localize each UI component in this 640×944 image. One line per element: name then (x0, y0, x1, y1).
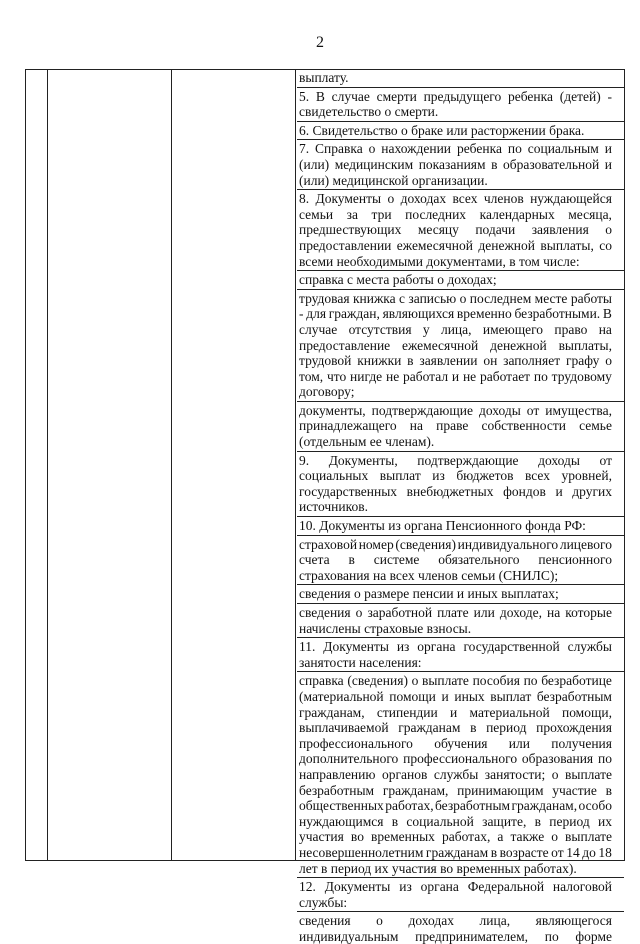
text-line: договору; (299, 384, 355, 400)
text-line: документы, подтверждающие доходы от имущества, (299, 402, 612, 418)
text-line: общественных работах, безработным гражданам, особо (299, 798, 612, 814)
text-line: (или) медицинским показаниям в образовательной и (299, 156, 612, 172)
text-line: социальных выплат из бюджетов всех уровней, (299, 468, 612, 484)
text-line: участия во временных работах, а также о выплате (299, 829, 612, 845)
paragraph (299, 639, 612, 670)
document-table (25, 69, 625, 944)
text-line: начислены страховые взносы. (299, 620, 472, 636)
paragraph (299, 70, 612, 86)
text-line: 10. Документы из органа Пенсионного фонда РФ: (299, 518, 586, 534)
row-separator (297, 637, 624, 638)
paragraph (299, 403, 612, 450)
text-line: выплачиваемой гражданам в период прохождения (299, 720, 612, 736)
text-line: предшествующих месяцу подачи заявления о (299, 222, 612, 238)
text-line: случае отсутствия у лица, имеющего право на (299, 321, 612, 337)
text-line: свидетельство о смерти. (299, 104, 439, 120)
text-line: всеми необходимыми документами, в том числе: (299, 253, 580, 269)
text-line: справка (сведения) о выплате пособия по безработице (299, 673, 612, 689)
text-line: том, что нигде не работал и не работает по трудовому (299, 368, 612, 384)
text-line: занятости населения: (299, 654, 422, 670)
row-separator (297, 401, 624, 402)
row-separator (297, 911, 624, 912)
text-line: (отдельным ее членам). (299, 434, 435, 450)
paragraph (299, 586, 612, 602)
text-line: службы: (299, 894, 348, 910)
row-separator (297, 877, 624, 878)
text-line: трудовой книжки в заявлении он заполняет графу о (299, 353, 612, 369)
row-separator (297, 289, 624, 290)
text-line: 8. Документы о доходах всех членов нуждающейся (299, 191, 612, 207)
row-separator (297, 584, 624, 585)
column-divider-1 (47, 70, 48, 860)
text-line: семьи за три последних календарных месяца, (299, 206, 612, 222)
text-line: направлению органов службы занятости; о выплате (299, 766, 612, 782)
text-line: 7. Справка о нахождении ребенка по социальным и (299, 141, 612, 157)
paragraph (299, 141, 612, 188)
text-line: выплату. (299, 70, 349, 85)
text-line: профессионального обучения или получения (299, 735, 612, 751)
text-line: несовершеннолетним гражданам в возрасте от 14 до 18 (299, 844, 612, 860)
text-line: государственных внебюджетных фондов и других (299, 483, 612, 499)
text-line: источников. (299, 499, 368, 515)
text-line: (материальной помощи и иных выплат безработным (299, 688, 612, 704)
row-separator (297, 121, 624, 122)
row-separator (297, 189, 624, 190)
paragraph (299, 191, 612, 269)
paragraph (299, 518, 612, 534)
text-line: 5. В случае смерти предыдущего ребенка (детей) - (299, 88, 612, 104)
paragraph (299, 291, 612, 400)
row-separator (297, 87, 624, 88)
text-line: нуждающимся в социальной защите, в период их (299, 813, 612, 829)
text-line: лет в период их участия во временных работах). (299, 860, 577, 876)
paragraph (299, 272, 612, 288)
row-separator (297, 451, 624, 452)
text-line: счета в системе обязательного пенсионного (299, 552, 612, 568)
row-separator (297, 270, 624, 271)
paragraph (299, 123, 612, 139)
text-line: справка с места работы о доходах; (299, 272, 497, 288)
text-line: страховой номер (сведения) индивидуального лицевого (299, 536, 612, 552)
documents-cell-text (299, 70, 612, 944)
text-line: 9. Документы, подтверждающие доходы от (299, 452, 612, 468)
page-number: 2 (316, 34, 324, 51)
text-line: (или) медицинской организации. (299, 172, 488, 188)
text-line: предоставление ежемесячной денежной выплаты, (299, 337, 612, 353)
text-line: безработным гражданам, принимающим участие в (299, 782, 612, 798)
column-divider-3 (295, 70, 296, 860)
row-separator (297, 516, 624, 517)
row-separator (297, 671, 624, 672)
paragraph (299, 89, 612, 120)
text-line: 6. Свидетельство о браке или расторжении брака. (299, 122, 585, 138)
paragraph (299, 673, 612, 876)
row-separator (297, 139, 624, 140)
paragraph (299, 913, 612, 944)
text-line: гражданам, стипендии и материальной помощи, (299, 704, 612, 720)
text-line: 11. Документы из органа государственной службы (299, 639, 612, 655)
paragraph (299, 453, 612, 515)
text-line: - для граждан, являющихся временно безработными. В (299, 306, 612, 322)
paragraph (299, 879, 612, 910)
text-line: индивидуальным предпринимателем, по форме (299, 928, 612, 944)
text-line: сведения о размере пенсии и иных выплатах; (299, 586, 559, 602)
text-line: сведения о заработной плате или доходе, на которые (299, 605, 612, 620)
text-line: дополнительного профессионального образования по (299, 751, 612, 767)
text-line: 12. Документы из органа Федеральной налоговой (299, 879, 612, 895)
text-line: предоставлении ежемесячной денежной выплаты, со (299, 237, 612, 253)
column-divider-2 (171, 70, 172, 860)
row-separator (297, 603, 624, 604)
text-line: принадлежащего на праве собственности семье (299, 418, 612, 434)
text-line: страхования на всех членов семьи (СНИЛС); (299, 567, 559, 583)
paragraph (299, 605, 612, 636)
text-line: трудовая книжка с записью о последнем месте работы (299, 290, 612, 306)
paragraph (299, 537, 612, 584)
text-line: сведения о доходах лица, являющегося (299, 913, 612, 929)
row-separator (297, 535, 624, 536)
